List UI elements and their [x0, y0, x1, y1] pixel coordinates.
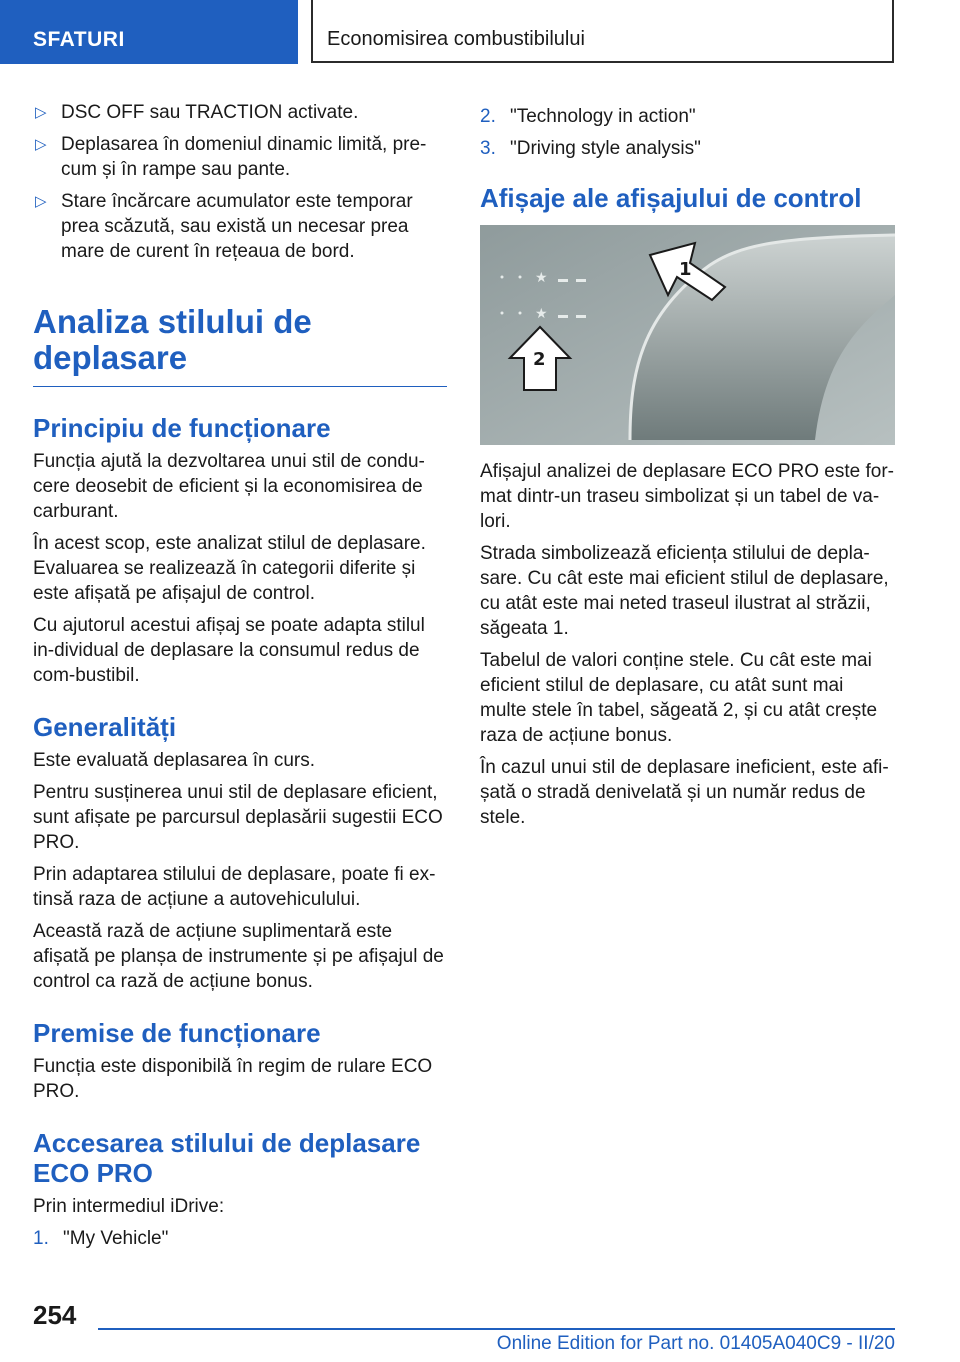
step-item: 1. "My Vehicle"	[33, 1228, 169, 1249]
subheading-generalitati: Generalități	[33, 712, 177, 742]
step-item: 2. "Technology in action"	[480, 106, 696, 127]
paragraph: Pentru susținerea unui stil de deplasare eficient, sunt afișate pe parcursul deplasării sugestii ECO PRO.	[33, 782, 443, 853]
list-item: ▷ Deplasarea în domeniul dinamic limită, pre-cum și în rampe sau pante.	[35, 134, 427, 180]
paragraph: Strada simbolizează eficiența stilului de depla-sare. Cu cât este mai eficient stilul de deplasare, cu atât este mai neted traseul ilustrat al străzii, săgeata 1.	[480, 543, 889, 639]
footer-edition: Online Edition for Part no. 01405A040C9 - II/20	[496, 1333, 895, 1354]
triangle-bullet-icon: ▷	[35, 104, 47, 121]
svg-text:2: 2	[533, 349, 546, 370]
paragraph: În acest scop, este analizat stilul de deplasare. Evaluarea se realizează în categorii diferite și este afișată pe afișajul de control.	[33, 533, 426, 604]
left-column	[33, 100, 447, 1258]
svg-text:1: 1	[679, 259, 692, 280]
paragraph: Tabelul de valori conține stele. Cu cât este mai eficient stilul de deplasare, cu atât sunt mai multe stele în tabel, săgeată 2, și cu atât crește raza de acțiune bonus.	[480, 650, 878, 746]
list-item: ▷ Stare încărcare acumulator este temporar prea scăzută, sau există un necesar prea mare de curent în rețeaua de bord.	[35, 191, 413, 262]
footer-divider	[98, 1328, 895, 1330]
triangle-bullet-icon: ▷	[35, 136, 47, 153]
svg-text:★: ★	[535, 306, 548, 322]
paragraph: Prin adaptarea stilului de deplasare, poate fi ex-tinsă raza de acțiune a autovehiculului.	[33, 864, 436, 910]
paragraph: Prin intermediul iDrive:	[33, 1196, 225, 1217]
chapter-header	[311, 0, 894, 63]
section-label: SFATURI	[33, 28, 125, 51]
section-tab	[0, 0, 298, 64]
page-number: 254	[33, 1300, 77, 1330]
paragraph: Funcția ajută la dezvoltarea unui stil de condu-cere deosebit de eficient și la economisirea de carburant.	[33, 451, 425, 522]
triangle-bullet-icon: ▷	[35, 193, 47, 210]
chapter-title: Economisirea combustibilului	[327, 28, 585, 50]
eco-pro-display-illustration	[480, 225, 895, 445]
paragraph: Este evaluată deplasarea în curs.	[33, 750, 316, 771]
paragraph: Această rază de acțiune suplimentară este afișată pe planșa de instrumente și pe afișajul de control ca rază de acțiune bonus.	[33, 921, 444, 992]
subheading-principiu: Principiu de funcționare	[33, 413, 331, 443]
list-item: ▷ DSC OFF sau TRACTION activate.	[35, 102, 359, 123]
subheading-premise: Premise de funcționare	[33, 1018, 321, 1048]
condition-list	[33, 100, 447, 264]
paragraph: Cu ajutorul acestui afișaj se poate adapta stilul in-dividual de deplasare la consumul redus de com-bustibil.	[33, 615, 425, 686]
step-list	[33, 1226, 447, 1251]
paragraph: În cazul unui stil de deplasare ineficient, este afi-șată o stradă denivelată și un număr redus de stele.	[480, 757, 889, 828]
step-item: 3. "Driving style analysis"	[480, 138, 701, 159]
subheading-afisaje: Afișaje ale afișajului de control	[480, 183, 862, 213]
section-heading: Analiza stilului de deplasare	[33, 304, 447, 387]
paragraph: Funcția este disponibilă în regim de rulare ECO PRO.	[33, 1056, 433, 1102]
svg-text:★: ★	[535, 270, 548, 286]
right-column	[480, 100, 895, 837]
subheading-accesarea: Accesarea stilului de deplasare ECO PRO	[33, 1128, 421, 1188]
step-list	[480, 104, 895, 161]
paragraph: Afișajul analizei de deplasare ECO PRO este for-mat dintr-un traseu simbolizat și un tabel de va-lori.	[480, 461, 894, 532]
